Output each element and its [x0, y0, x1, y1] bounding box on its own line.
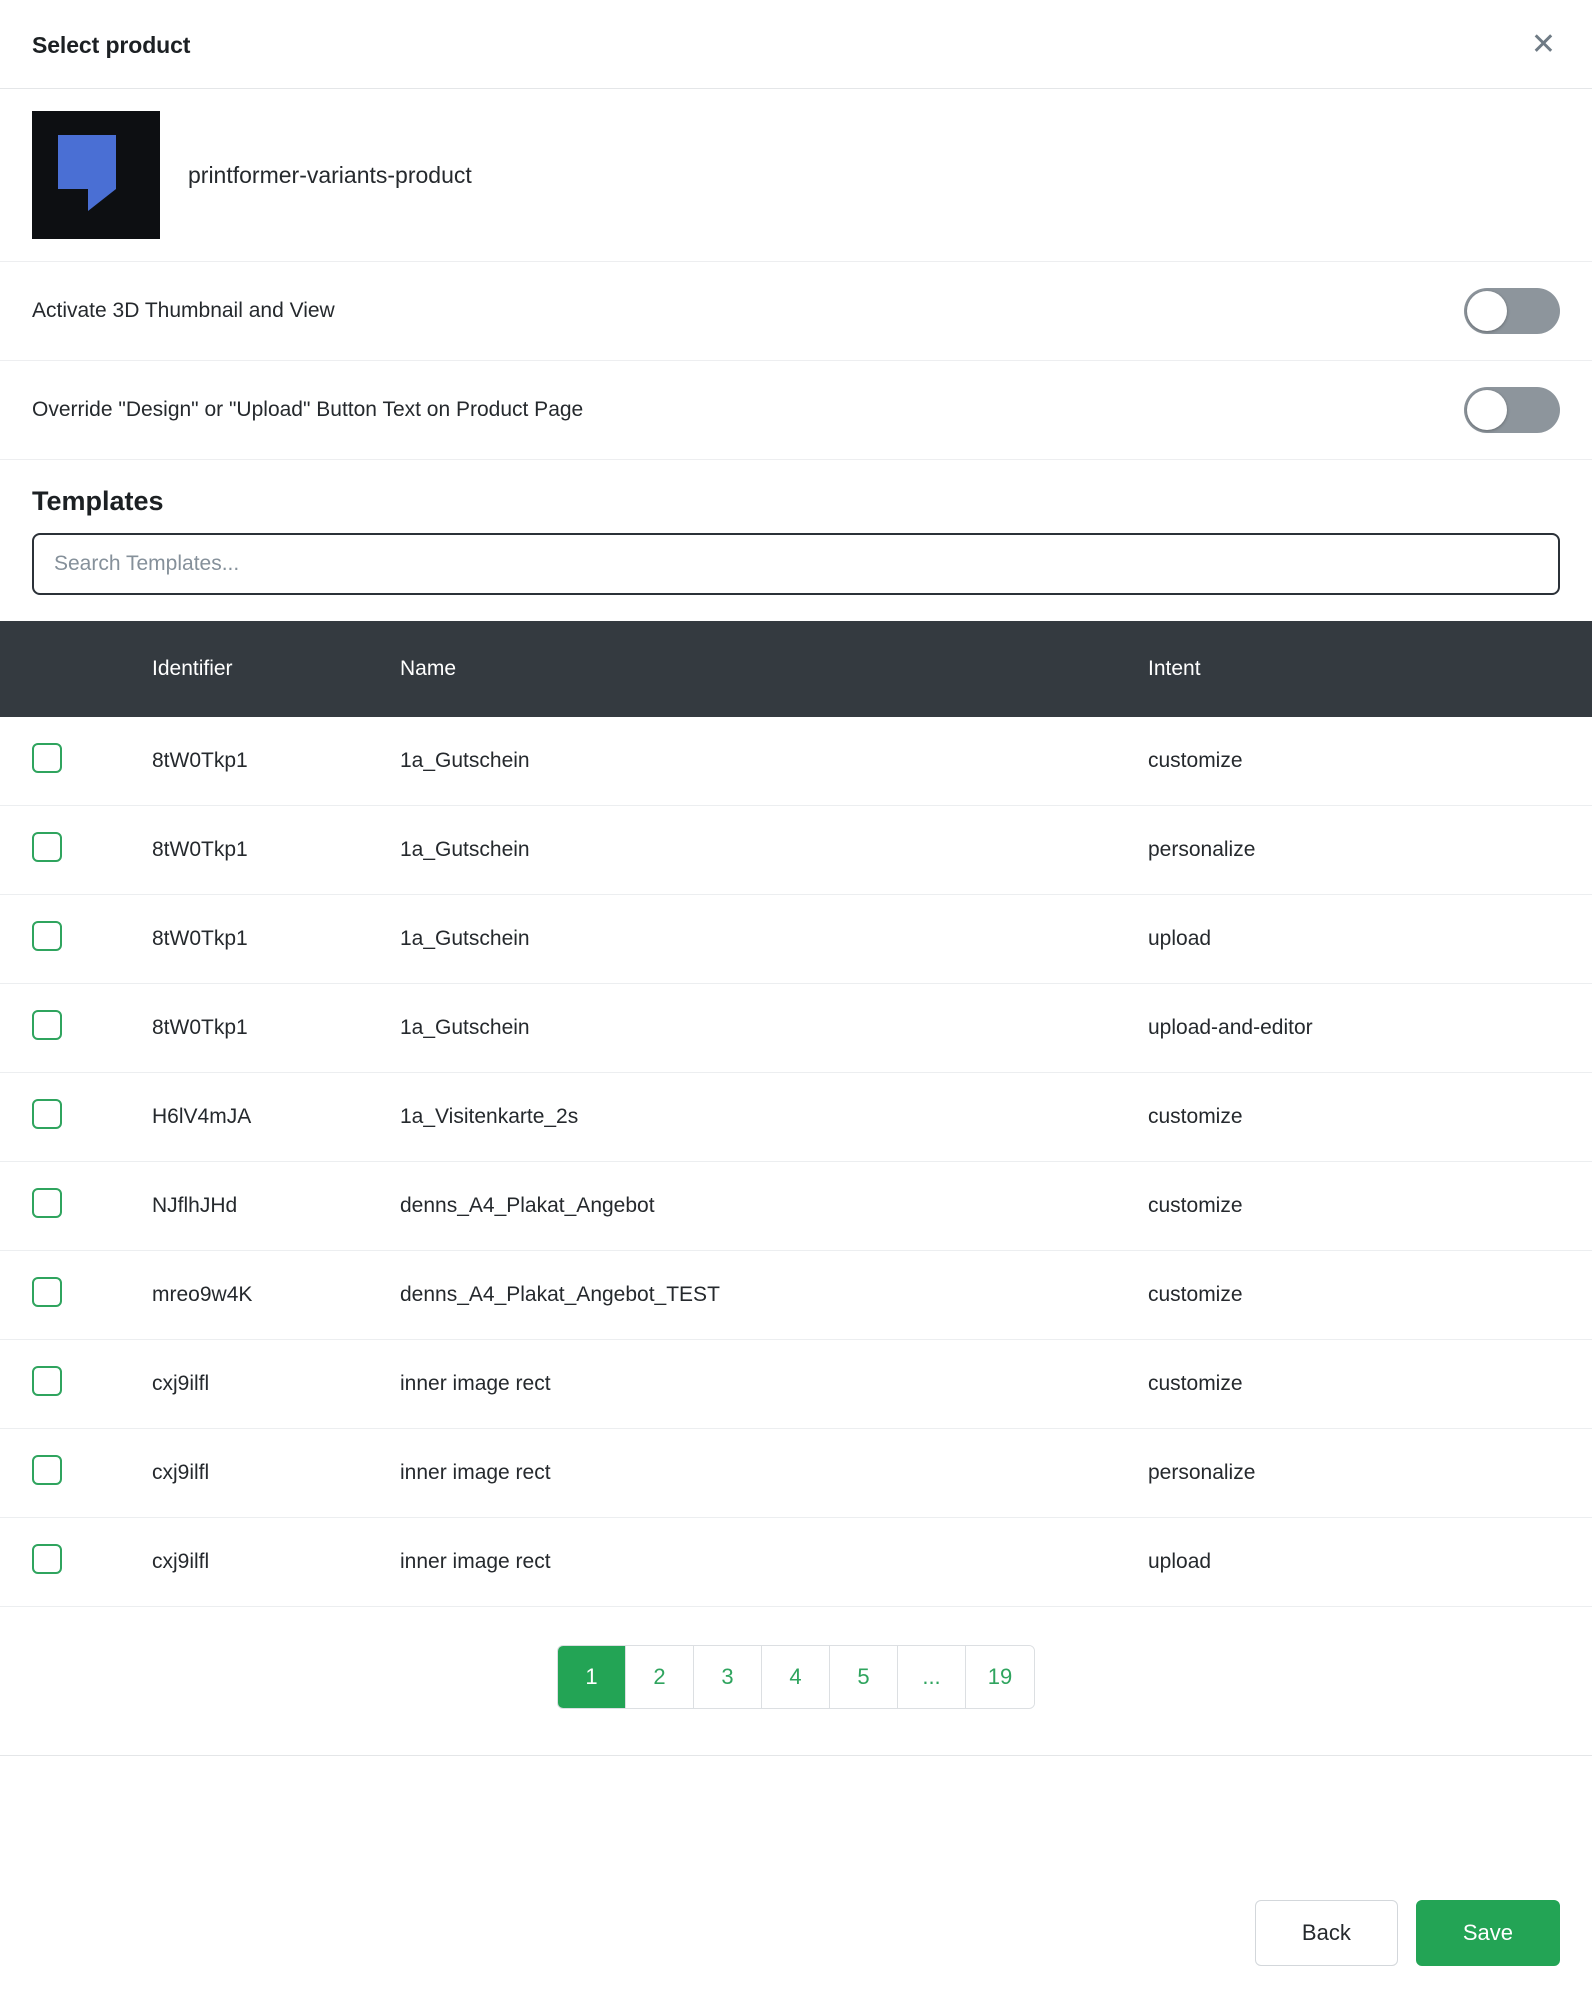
table-row[interactable] — [0, 1518, 1592, 1607]
cell-intent: customize — [1148, 717, 1592, 806]
row-checkbox[interactable] — [32, 1099, 62, 1129]
templates-table-head — [0, 621, 1592, 717]
table-row[interactable] — [0, 1251, 1592, 1340]
row-checkbox[interactable] — [32, 1544, 62, 1574]
row-checkbox[interactable] — [32, 743, 62, 773]
page-link-ellipsis: ... — [898, 1646, 966, 1708]
templates-search-wrap — [0, 529, 1592, 621]
modal-body — [0, 89, 1592, 1870]
page-link-19[interactable]: 19 — [966, 1646, 1034, 1708]
table-row[interactable] — [0, 1073, 1592, 1162]
templates-section-title: Templates — [32, 486, 164, 516]
table-row[interactable] — [0, 1340, 1592, 1429]
setting-row-override-button-text — [0, 361, 1592, 460]
back-button[interactable]: Back — [1255, 1900, 1398, 1966]
product-row — [0, 89, 1592, 262]
column-header-select — [0, 621, 152, 717]
pagination-wrap — [0, 1607, 1592, 1756]
cell-intent: personalize — [1148, 806, 1592, 895]
setting-row-3d-thumbnail — [0, 262, 1592, 361]
cell-identifier: NJflhJHd — [152, 1162, 400, 1251]
setting-label-3d-thumbnail: Activate 3D Thumbnail and View — [32, 299, 335, 322]
cell-intent: upload — [1148, 895, 1592, 984]
table-row[interactable] — [0, 1429, 1592, 1518]
toggle-override-button-text[interactable] — [1464, 387, 1560, 433]
cell-name: 1a_Gutschein — [400, 806, 1148, 895]
row-checkbox[interactable] — [32, 1366, 62, 1396]
row-checkbox[interactable] — [32, 1188, 62, 1218]
cell-name: inner image rect — [400, 1429, 1148, 1518]
table-row[interactable] — [0, 895, 1592, 984]
cell-name: denns_A4_Plakat_Angebot_TEST — [400, 1251, 1148, 1340]
cell-intent: customize — [1148, 1162, 1592, 1251]
page-link-1[interactable]: 1 — [558, 1646, 626, 1708]
cell-identifier: cxj9ilfl — [152, 1429, 400, 1518]
modal-footer — [0, 1870, 1592, 2002]
row-checkbox[interactable] — [32, 1455, 62, 1485]
cell-name: inner image rect — [400, 1518, 1148, 1607]
cell-name: 1a_Gutschein — [400, 984, 1148, 1073]
toggle-3d-thumbnail[interactable] — [1464, 288, 1560, 334]
cell-identifier: 8tW0Tkp1 — [152, 717, 400, 806]
cell-intent: upload — [1148, 1518, 1592, 1607]
product-thumbnail — [32, 111, 160, 239]
table-row[interactable] — [0, 1162, 1592, 1251]
cell-name: 1a_Visitenkarte_2s — [400, 1073, 1148, 1162]
product-name: printformer-variants-product — [188, 161, 472, 188]
cell-name: inner image rect — [400, 1340, 1148, 1429]
cell-intent: customize — [1148, 1251, 1592, 1340]
column-header-identifier: Identifier — [152, 621, 400, 717]
templates-table-body — [0, 717, 1592, 1607]
table-row[interactable] — [0, 717, 1592, 806]
table-row[interactable] — [0, 984, 1592, 1073]
cell-intent: personalize — [1148, 1429, 1592, 1518]
page-link-2[interactable]: 2 — [626, 1646, 694, 1708]
cell-name: 1a_Gutschein — [400, 895, 1148, 984]
close-icon[interactable]: ✕ — [1527, 30, 1560, 60]
cell-identifier: mreo9w4K — [152, 1251, 400, 1340]
cell-intent: customize — [1148, 1340, 1592, 1429]
table-row[interactable] — [0, 806, 1592, 895]
row-checkbox[interactable] — [32, 921, 62, 951]
page-link-5[interactable]: 5 — [830, 1646, 898, 1708]
cell-name: 1a_Gutschein — [400, 717, 1148, 806]
modal-header — [0, 0, 1592, 89]
cell-identifier: 8tW0Tkp1 — [152, 806, 400, 895]
row-checkbox[interactable] — [32, 1277, 62, 1307]
row-checkbox[interactable] — [32, 1010, 62, 1040]
toggle-knob — [1467, 291, 1507, 331]
page-link-3[interactable]: 3 — [694, 1646, 762, 1708]
cell-identifier: 8tW0Tkp1 — [152, 895, 400, 984]
save-button[interactable]: Save — [1416, 1900, 1560, 1966]
toggle-knob — [1467, 390, 1507, 430]
cell-intent: upload-and-editor — [1148, 984, 1592, 1073]
search-input[interactable] — [32, 533, 1560, 595]
cell-identifier: H6lV4mJA — [152, 1073, 400, 1162]
column-header-name: Name — [400, 621, 1148, 717]
templates-table — [0, 621, 1592, 1607]
pagination — [557, 1645, 1035, 1709]
cell-name: denns_A4_Plakat_Angebot — [400, 1162, 1148, 1251]
setting-label-override-button-text: Override "Design" or "Upload" Button Text on Product Page — [32, 398, 584, 421]
page-title: Select product — [32, 31, 191, 58]
cell-identifier: 8tW0Tkp1 — [152, 984, 400, 1073]
table-header-row — [0, 621, 1592, 717]
cell-identifier: cxj9ilfl — [152, 1518, 400, 1607]
cell-intent: customize — [1148, 1073, 1592, 1162]
cell-identifier: cxj9ilfl — [152, 1340, 400, 1429]
column-header-intent: Intent — [1148, 621, 1592, 717]
row-checkbox[interactable] — [32, 832, 62, 862]
page-link-4[interactable]: 4 — [762, 1646, 830, 1708]
